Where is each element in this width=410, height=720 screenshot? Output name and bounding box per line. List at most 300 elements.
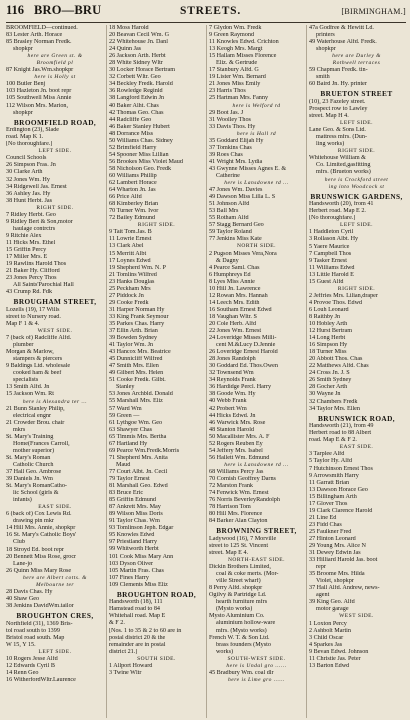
directory-entry: St. Mary's Training [6,433,54,440]
directory-entry: 11 Williams Edwd [309,264,355,271]
directory-entry: 36 Hardidge Percl. Harry [209,384,272,391]
directory-entry: Stanley [116,384,135,391]
directory-entry: cent M.&Lucy D.Jennie [216,342,276,349]
directory-entry: 6 Louh Leonard [309,306,349,313]
directory-entry: 54 Spooner Miss Lillian [109,151,169,158]
directory-entry: Herbert road. Map E 2. [309,208,366,215]
directory-entry: here is Lime gro ...... [228,676,285,683]
directory-entry: Rothwell terraces [332,60,381,67]
page-number: 116 [6,3,25,17]
directory-entry: 30 Wayne Jn [309,391,341,398]
directory-entry: 12 Rowan Mrs. Hannah [209,292,268,299]
street-heading: BROUGHTON ROAD, [116,590,197,599]
directory-entry: 9 Green Raymond [209,32,255,39]
directory-entry: here is Lansdowne rd ... [224,461,289,468]
directory-entry: 36 Ashley Jas. Hy [6,190,51,197]
directory-entry: 12 Edwards Cyril B [6,662,55,669]
directory-entry: 18 Stroyd Ed. boot repr [6,546,64,553]
directory-entry: Club [13,539,25,546]
directory-entry: 6 (back of) Cox Lewis Rd. [6,511,72,518]
directory-entry: 55 Marshall Mrs. Eliz [109,398,163,405]
directory-entry: 25 Hartman Mrs. Fanny [209,95,269,102]
directory-entry: 47a Godfree & Hewitt Ld. [309,25,374,31]
directory-entry: road. Map E & F 2. [309,437,357,444]
directory-entry: 28 Gocher Arth [309,384,348,391]
directory-entry: infants) [13,497,32,504]
directory-entry: 61 Lythgoe Wm. Geo [109,419,163,426]
directory-entry: 50 Macallister Mrs. A. F [209,433,270,440]
directory-entry: 45 Dunnicliff Wilfred [109,356,163,363]
directory-entry: 56 Hallett Wm. Edmund [209,454,270,461]
directory-entry: 19 Shepherd Wm. N. P [109,264,166,271]
directory-entry: 24 Quinn Jas [109,46,142,53]
directory-entry: 109 Clements Miss Eliz [109,581,168,588]
directory-entry: 2 Ashbolt Martin [309,627,351,634]
directory-entry: 26 Jackson Arth. Herbt [109,53,166,60]
directory-entry: 39 King Geo. Alfd [309,599,355,606]
directory-entry: 33 Davis Thos. Hy [209,123,256,130]
directory-entry: 51 Cooke Fredk. Gilbt. [109,377,166,384]
directory-entry: 26 Loveridge Ernest Harold [209,349,278,356]
directory-entry: 37 Hall Geo. Ambrose [6,469,62,475]
directory-entry: 15 Billingham Arth [309,493,357,500]
directory-entry: ville Street wharf) [216,578,261,585]
directory-entry: 14 Leech Mrs. Edith [209,299,260,306]
directory-entry: 91 Taylor Chas. Wm [109,518,160,525]
directory-entry: Whitehouse William & [309,155,366,162]
directory-entry: 20 Abbott Thos. Chas [309,356,363,363]
directory-entry: here are Green st. & [27,53,83,60]
directory-entry: French W. T. & Son Ltd. [209,634,270,641]
directory-entry: haulage contrctrs [13,225,56,232]
directory-entry: 21 Line Ed [309,514,337,521]
directory-entry: 51 Johnson Alfd [209,201,250,208]
directory-entry: 24 Cross Jn. J. S [309,370,350,377]
directory-entry: 64 Wharton Jn. Jas [109,187,156,194]
directory-entry: 3 Tarplee Alfd [309,451,345,458]
directory-entry: 3 Twine Wltr [109,669,142,676]
directory-entry: 11 Lowrie Ernest [109,236,152,243]
directory-entry: Mysto Aluminium Co. [209,613,265,620]
directory-entry: 39 Bowden Sydney [109,335,158,342]
directory-entry: Handsworth (21), from 49 [309,423,374,430]
directory-entry: smith [316,74,330,81]
directory-entry: 74 Fenwick Wm. Ernest [209,490,269,497]
directory-entry: 53 Jones Archbld. Donald [109,391,173,398]
directory-entry: repr [316,564,326,571]
directory-entry: (Mysto works) [216,606,253,613]
directory-entry: 77 Jenkins Miss Kate [209,236,262,243]
directory-entry: 97 Priestland Harry [109,539,158,546]
directory-entry: 41 Wright Mrs. Lydia [209,158,263,165]
directory-entry: 17 Glover Thos [309,500,348,507]
directory-entry: mkrs [13,426,26,433]
directory-entry: street. Map H 4. [309,113,349,120]
directory-entry: 42 Probert Wm [209,405,247,412]
city-label: [BIRMINGHAM.] [341,7,406,16]
street-heading: BROUGHTON CRES, [16,611,94,620]
directory-entry: 22 Jones Wm. Ernest [209,328,262,335]
running-head: BRO—BRU [34,3,102,17]
columns [6,25,406,718]
directory-entry: 15 Merritt Albt [109,250,147,257]
directory-entry: 85 Brasley Norman Fredk. [6,39,72,46]
directory-entry: SOUTH-WEST SIDE. [227,655,286,662]
directory-entry: 37 Ellin Arth. Brian [109,328,158,335]
directory-entry: 4 Sparkes Jas [309,641,343,648]
directory-entry: 99 Whitworth Herbt [109,546,159,553]
directory-entry: 34 Ridgewell Jas. Ernest [6,183,67,190]
directory-entry: works) [216,648,234,655]
directory-entry: LEFT SIDE. [339,120,373,127]
directory-entry: Ladywood (16), 7 Morville [209,535,277,542]
directory-entry: 9 Tasker Ernest [309,257,347,264]
directory-entry: (10), 23 Fazeley street. [309,99,366,106]
directory-entry: 105 Southwell Miss Annie [6,95,72,102]
directory-entry: 21 Jones Miss Emily [209,81,261,88]
directory-entry: 11 Christie Jas. Peter [309,655,361,662]
directory-entry: mother superior) [13,447,55,454]
directory-entry: 19 Rawlins Harold Thos [6,261,67,268]
directory-entry: 9 Arrowsmith Harry [309,472,359,479]
directory-entry: 20 Bennett Miss Rose, grocr [6,553,77,560]
directory-entry: 34 Taylor Mrs. Ellen [309,405,360,412]
directory-entry: 31 Harper Norman Hy [109,306,165,313]
directory-entry: 83 Bruce Eric [109,490,144,497]
directory-entry: drawing pin mkr [13,518,54,525]
directory-entry: 52 Brimfield Harry [109,144,157,151]
directory-entry: 24 Loveridge Misses Milli- [209,335,277,342]
directory-entry: street. Map E 4. [209,550,249,557]
directory-entry: 69 Pearce Wm.Fredk.Morris [109,447,180,454]
directory-entry: 105 Martin Fras. Chas [109,567,164,574]
directory-entry: 31 Dewey Edwin Jas [309,550,361,557]
directory-entry: 4 Provoe Thos. Edwd [309,299,363,306]
directory-entry: RIGHT SIDE. [337,285,376,292]
directory-entry: St. Mary's RomanCatho- [6,483,67,490]
directory-entry: 9 Ritchie Alex [6,232,42,239]
directory-entry: 11 Knowles Edwd. Crichton [209,39,279,46]
directory-entry: RIGHT SIDE. [36,204,74,211]
directory-entry: Melbourne ter [35,581,75,588]
directory-entry: 50 Williams Chas. Sidney [109,137,173,144]
directory-entry: 72 Bailey Edmund [109,215,156,222]
directory-entry: 45 Bradbury Wm. coal dlr [209,669,274,676]
directory-entry: 17 Miller Mrs. E [6,254,48,261]
directory-entry: 23 Hanks Douglas [109,278,155,285]
directory-entry: 103 Hazleton Jn. boot repr [6,88,72,95]
directory-entry: 23 Jones Percy Thos [6,275,57,282]
directory-entry: 41 Taylor Wm. Jn [109,342,154,349]
directory-entry: 59 Green — [109,412,140,419]
directory-entry: here is Crockford street [324,176,389,183]
directory-entry: 78 Harrison Tom [209,504,251,511]
directory-entry: Lozells (19), 17 Wills [6,306,60,313]
directory-entry: Violet, shopkpr [316,578,354,585]
directory-entry: 7 (back of) Radcliffe Alfd. [6,335,72,342]
directory-entry: 18 Turner Miss [309,349,347,356]
directory-entry: 42 Thomas Geo. Chas [109,109,164,116]
directory-entry: 53 Ball Mrs [209,208,239,215]
street-heading: BRUNSWICK GARDENS, [310,192,403,201]
directory-entry: 22 Matthews Alfd. Chas [309,363,369,370]
directory-entry: 35 Broome Mrs. Hilda [309,571,365,578]
street-heading: BROOMFIELD ROAD, [13,118,97,127]
directory-entry: 2 Jeffries Mrs. Lilian,draper [309,292,378,299]
directory-entry: 49 Dawson Miss Lilla L. S [209,194,276,201]
directory-entry: 47 Smith Mrs. Ellen [109,363,159,370]
directory-entry: mfrs. (Brueton works) [316,169,371,176]
directory-entry: NORTH SIDE. [236,243,277,250]
directory-entry: 33 Hilliard Harold Jas. boot [309,557,378,564]
directory-entry: 28 Davis Chas. Hy [6,588,53,595]
directory-entry: 14 Renn Geo [6,669,39,676]
directory-entry: 44 Radcliffe Geo [109,116,152,123]
directory-entry: NORTH-EAST SIDE. [227,557,286,564]
directory-entry: 21 Bunn Stanley Philip, [6,405,65,412]
directory-entry: 29 Cooke Fredk [109,299,149,306]
directory-entry: 37 Tomkins Chas [209,144,252,151]
directory-entry: 72 Marston Frank [209,483,254,490]
directory-entry: 13 Barton Edwd [309,662,350,669]
directory-entry: 59 Taylor Roland [209,229,252,236]
directory-entry: 9 Ridley Bert & Son,motor [6,218,73,225]
directory-entry: 18 Moss Harold [109,25,149,31]
directory-entry: 13 Dawson Horace Geo [309,486,368,493]
directory-entry: 39 Daniels Jn. Wm [6,476,53,483]
directory-entry: 89 Wilson Miss Doris [109,511,163,518]
directory-entry: 3 Child Oscar [309,634,344,641]
directory-entry: Erdington (23), Slade [6,127,60,134]
directory-entry: 71 Shepherd Mrs. Anita [109,454,168,461]
directory-entry: 32 Chambers Fredk [309,398,358,405]
directory-entry: shopkpr [13,46,33,53]
directory-entry: W 15, Y 15. [6,641,36,648]
directory-entry: 26 Quinn Miss Mary Rose [6,567,72,574]
directory-entry: 14 Hill Mrs. Annie, shopkpr [6,525,76,532]
directory-entry: 37 Hall Alfd. Andrew, news- [309,585,380,592]
directory-entry: Map F 1 & 4. [6,321,40,328]
directory-entry: 4 Pearce Saml. Chas [209,264,260,271]
directory-entry: Handsworth (20), from 41 [309,201,374,208]
directory-entry: 25 Faulkner Fred [309,528,352,535]
directory-entry: street to 125 St. Vincent [209,542,269,549]
directory-entry: 19 Lister Wm. Bernard [209,74,266,81]
directory-entry: 8 Perry Alfd. shopkpr [209,585,263,592]
directory-entry: here are Durley & [332,53,381,60]
directory-entry: 30 Goddard Ed. Thos.Owen [209,363,278,370]
directory-entry: 49 Waterhouse Alfd. Fredk. [309,39,377,46]
directory-entry: 40 Baker Alht. Chas [109,102,159,109]
directory-entry: Broomfield pl [36,60,74,67]
directory-entry: 93 Tomlinson Jeph. Edgar [109,525,174,532]
directory-entry: RIGHT SIDE. [137,222,176,229]
directory-entry: Whitehall road. Map E [109,613,166,620]
column-1 [6,25,106,718]
directory-entry: 15 Guest Alfd [309,278,344,285]
directory-entry: EAST SIDE. [38,504,72,511]
directory-entry: plumber [13,342,34,349]
directory-entry: printers [316,32,335,39]
directory-entry: 65 Timmis Mrs. Bertha [109,433,167,440]
directory-entry: 57 Ward Wm [109,405,142,412]
directory-entry: 9 Bevan Edwd. Johnson [309,648,369,655]
directory-entry: 46 Warwick Mrs. Rose [209,419,266,426]
directory-entry: 57 Stagg Bernard Geo [209,222,264,229]
directory-entry: All Saints'Parochial Hall [13,282,74,289]
directory-entry: shopkpr [316,46,336,53]
directory-entry: here are Albert cotts. & [23,574,87,581]
directory-entry: 32 Townsend Wm [209,370,254,377]
directory-entry: here is Holly st [34,74,76,81]
directory-entry: 16 Simpson Hy [309,342,348,349]
directory-entry: 62 Lambert Horace [109,180,157,187]
directory-entry: 10 Rogers Jesse Alfd [6,655,58,662]
directory-entry: 39 Roes Chas [209,151,243,158]
directory-entry: 3 Rollason Albt. Hy [309,236,359,243]
directory-entry: hearth furniture mfrs [216,599,268,606]
directory-entry: BROOMFIELD—continued. [6,25,78,31]
directory-entry: 21 Tomlins Wilfred [109,271,157,278]
directory-entry: LEFT SIDE. [339,222,373,229]
directory-entry: 81 Marshall Geo. Edwd [109,483,168,490]
directory-entry: SOUTH SIDE. [137,655,176,662]
directory-entry: 14 Long Herbt [309,335,346,342]
directory-entry: 70 Turner Wm. Ivor [109,208,159,215]
directory-entry: Eliz. & Gertrude [216,60,258,67]
directory-entry: here is Alexandra ter ... [22,398,88,405]
directory-entry: specialists [13,377,39,384]
directory-entry: 7 Hutchinson Ernest Thos [309,465,373,472]
directory-entry: 27 Piddock Jn [109,292,144,299]
directory-entry: 1 Loxton Percy [309,620,347,627]
directory-entry: 30 Clarke Arth [6,169,43,176]
directory-entry: 43 Gwynne Misses Agnes E. & [209,165,287,172]
directory-entry: 26 Simpson Fras. Jn [6,162,56,169]
directory-entry: 21 Crowder Brou. chair [6,419,65,426]
directory-entry: 58 Nicholson Geo. Fredk [109,165,172,172]
directory-entry: 85 Griffin Edmund [109,497,156,504]
directory-entry: Catherine [216,172,240,179]
directory-entry: 83 Lester Arth. Horace [6,32,63,39]
directory-entry: 23 Fidd Chas [309,521,342,528]
directory-entry: cooked ham & beef [13,370,62,377]
directory-entry: Handsworth (18), 111 [109,599,163,606]
directory-entry: 18 Vaughan Wltr. S [209,313,257,320]
directory-entry: 11 Hicks Mrs. Ethel [6,239,56,246]
directory-entry: 11 Garratt Brian [309,479,350,486]
directory-entry: Hamstead road to 84 [109,606,160,613]
directory-entry: 20 Beavan Cecil Wm. G [109,32,170,39]
column-2 [106,25,206,718]
directory-entry: 10 Hobley Arth [309,321,348,328]
directory-entry: 48 Stanton Harold [209,426,255,433]
directory-entry: here is Undal gro ...... [226,662,287,669]
directory-entry: aluminium hollow-ware [216,620,276,627]
directory-entry: Catholic Church [13,461,54,468]
directory-entry: 15 Jackson Wm. Rt [6,391,54,398]
directory-entry: 46 Baker Stanley Hubert [109,123,170,130]
directory-entry: 12 Hurst Bertram [309,328,352,335]
directory-entry: 40 Webb Frank [209,398,247,405]
directory-entry: 5 Taylor Hy. Alfd [309,458,353,465]
directory-entry: 38 Goode Wm. Hy [209,391,256,398]
directory-entry: 66 Price Alfd [109,194,142,201]
directory-entry: coal & coke merts. (Mor- [216,571,279,578]
directory-entry: mfrs. (Mysto works) [216,627,267,634]
directory-entry: stampers & piercers [13,356,63,363]
directory-entry: & Dagny [216,257,239,264]
directory-entry: 67 Hartland Hy [109,440,148,447]
directory-entry: 1 Allport Howard [109,662,153,669]
directory-entry: Morgan & Marlow, [6,349,54,356]
directory-entry: 76 Norris BeverleyRandolph [209,497,280,504]
directory-entry: shopkpr [13,109,33,116]
directory-entry: 23 Harris Thos [209,88,246,95]
directory-entry: [Nos. 1 to 35 & 2 to 60 are in [109,627,182,634]
directory-entry: 63 Shawyer Chas [109,426,152,433]
directory-entry: 30 Locker Horace Bertram [109,67,175,74]
street-heading: BROUGHAM STREET, [13,298,97,307]
directory-entry: postal district 20 & the [109,634,166,641]
directory-entry: 36 Rowledge Reginld [109,88,163,95]
directory-entry: 20 Cole Herb. Alfd [209,320,257,327]
directory-entry: 15 Griffin Percy [6,247,47,253]
directory-entry: 35 Goddard Elijah Hy [209,137,264,144]
directory-entry: brass founders (Mysto [216,641,271,648]
street-heading: BRUNSWICK ROAD, [318,414,395,423]
directory-entry: 84 Barker Alan Clayton [209,518,268,525]
directory-entry: Herbert road to 88 Albert [309,430,372,437]
directory-entry: 52 Rogers Reuben Ey [209,440,263,447]
directory-entry: 43 Hancox Mrs. Beatrice [109,349,171,356]
street-heading: BROWNING STREET, [216,527,297,536]
directory-entry: remainder are in postal [109,641,166,648]
directory-entry: road. Map K 1. [6,134,44,141]
directory-entry: 100 Butler Benj [6,81,46,88]
directory-entry: 8 Raithby Jn [309,313,341,320]
directory-entry: agent [316,592,330,599]
directory-entry: 38 Langford Edwin Jn [109,95,165,102]
directory-entry: 31 Woolley Thos [209,116,251,123]
directory-entry: 13 Clark Abel [109,243,144,250]
directory-entry: 26 Smith Sydney [309,377,352,384]
directory-entry: 16 St. Mary's Catholic Boys' [6,532,77,539]
directory-entry: district 21.] [109,648,138,655]
column-4 [306,25,406,718]
directory-entry: 5 Yaere Maurice [309,243,350,250]
directory-entry: motor garage [316,606,349,613]
directory-entry: 28 White Sidney Wltr [109,60,163,67]
directory-entry: 33 King Frank Seymour [109,313,169,320]
directory-entry: 107 Fines Harry [109,574,149,581]
directory-entry: 7 Campbell Thos [309,250,352,257]
column-3 [206,25,306,718]
directory-entry: Council Schools [6,155,47,162]
directory-entry: EAST SIDE. [339,444,374,451]
directory-entry: LEFT SIDE. [38,148,72,155]
directory-entry: 44 Hicks Edwd. Jn [209,412,256,419]
directory-entry: 77 Court Albt. Jn. Cecil [109,468,168,475]
directory-entry: ling works) [316,141,345,148]
directory-entry: 28 Jones Randolph [209,356,256,363]
directory-entry: 60 Baird Jn. Hy. printer [309,81,367,88]
directory-entry: [No thoroughfare.] [6,141,53,148]
directory-entry: 6 Humphreys Ed [209,271,251,278]
directory-entry: 103 Dyson Oliver [109,560,154,567]
directory-entry: 22 Whitehouse Jn. Danl [109,39,168,46]
directory-entry: 38 Hunt Herbt. Jas [6,197,53,204]
